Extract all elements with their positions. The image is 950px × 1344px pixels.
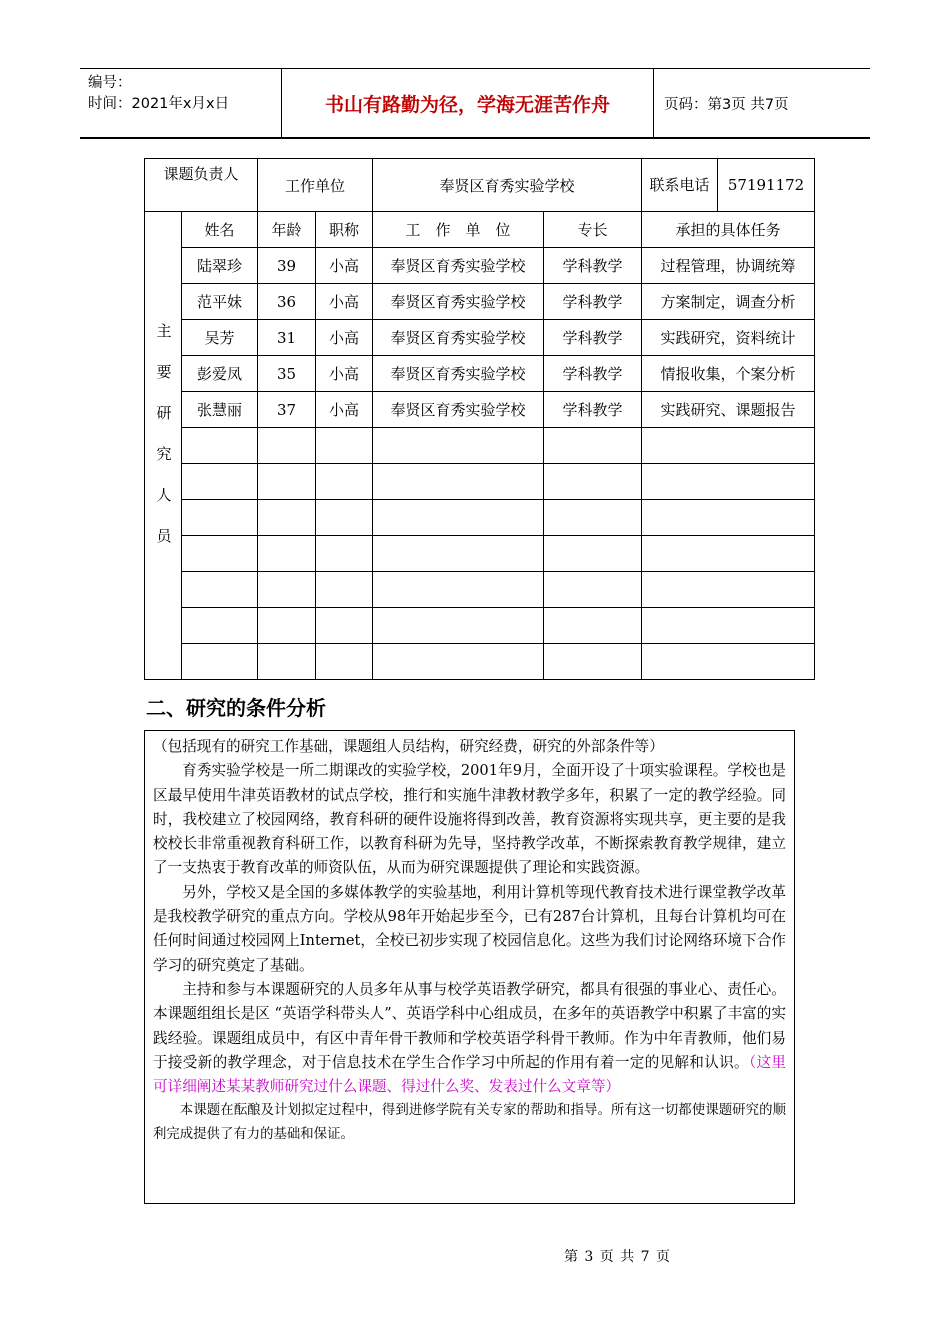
column-header: 承担的具体任务 bbox=[642, 212, 815, 248]
empty-row bbox=[145, 428, 815, 464]
member-task: 情报收集，个案分析 bbox=[642, 356, 815, 392]
empty-cell bbox=[373, 608, 544, 644]
empty-cell bbox=[316, 608, 373, 644]
contact-value: 57191172 bbox=[718, 159, 815, 212]
empty-cell bbox=[642, 428, 815, 464]
empty-cell bbox=[642, 608, 815, 644]
empty-cell bbox=[316, 500, 373, 536]
empty-cell bbox=[642, 536, 815, 572]
contact-label: 联系电话 bbox=[642, 159, 718, 212]
empty-row bbox=[145, 536, 815, 572]
document-header bbox=[80, 68, 870, 139]
member-name: 范平妹 bbox=[182, 284, 258, 320]
editor-note: （这里可详细阐述某某教师研究过什么课题、得过什么奖、发表过什么文章等） bbox=[153, 1053, 786, 1096]
member-task: 实践研究、课题报告 bbox=[642, 392, 815, 428]
empty-cell bbox=[258, 464, 316, 500]
table-row bbox=[145, 248, 815, 284]
paragraph: 育秀实验学校是一所二期课改的实验学校，2001年9月，全面开设了十项实验课程。学校也是区最早使用牛津英语教材的试点学校，推行和实施牛津教材教学多年，积累了一定的教学经验。同时，我校建立了校园网络，教育科研的硬件设施将得到改善，教育资源将实现共享，更主要的是我校校长非常重视教育科研工作，以教育科研为先导，坚持教学改革，不断探索教育教学规律，建立了一支热衷于教育改革的师资队伍，从而为研究课题提供了理论和实践资源。 bbox=[153, 762, 786, 877]
empty-cell bbox=[544, 572, 642, 608]
member-task: 方案制定，调查分析 bbox=[642, 284, 815, 320]
empty-row bbox=[145, 464, 815, 500]
time-label: 时间：2021年x月x日 bbox=[88, 96, 230, 112]
member-name: 吴芳 bbox=[182, 320, 258, 356]
empty-cell bbox=[544, 500, 642, 536]
empty-cell bbox=[182, 644, 258, 680]
empty-cell bbox=[373, 572, 544, 608]
empty-cell bbox=[642, 464, 815, 500]
research-members-table bbox=[144, 158, 815, 680]
empty-cell bbox=[182, 428, 258, 464]
header-motto: 书山有路勤为径，学海无涯苦作舟 bbox=[282, 69, 654, 137]
member-age: 35 bbox=[258, 356, 316, 392]
empty-cell bbox=[316, 464, 373, 500]
empty-cell bbox=[258, 536, 316, 572]
empty-cell bbox=[258, 428, 316, 464]
member-unit: 奉贤区育秀实验学校 bbox=[373, 320, 544, 356]
page-footer: 第 3 页 共 7 页 bbox=[563, 1249, 672, 1265]
member-unit: 奉贤区育秀实验学校 bbox=[373, 284, 544, 320]
empty-cell bbox=[544, 428, 642, 464]
empty-cell bbox=[544, 644, 642, 680]
empty-cell bbox=[182, 464, 258, 500]
member-name: 张慧丽 bbox=[182, 392, 258, 428]
number-label: 编号： bbox=[88, 75, 132, 91]
column-header: 姓名 bbox=[182, 212, 258, 248]
paragraph-text: 主持和参与本课题研究的人员多年从事与校学英语教学研究，都具有很强的事业心、责任心。本课题组组长是区 “英语学科带头人”、英语学科中心组成员，在多年的英语教学中积累了丰富的实践经验。课题组成员中，有区中青年骨干教师和学校英语学科骨干教师。作为中年青教师，他们易于接受新的教学理念，对于信息技术在学生合作学习中所起的作用有着一定的见解和认识。 bbox=[153, 980, 786, 1071]
condition-analysis-box bbox=[144, 730, 795, 1204]
empty-cell bbox=[182, 572, 258, 608]
empty-cell bbox=[316, 536, 373, 572]
members-side-label-cell bbox=[145, 212, 182, 680]
leader-row bbox=[145, 159, 815, 212]
empty-cell bbox=[373, 500, 544, 536]
empty-cell bbox=[258, 644, 316, 680]
member-name: 彭爱凤 bbox=[182, 356, 258, 392]
empty-cell bbox=[373, 464, 544, 500]
member-unit: 奉贤区育秀实验学校 bbox=[373, 248, 544, 284]
empty-cell bbox=[373, 428, 544, 464]
empty-cell bbox=[316, 644, 373, 680]
section-title: 二、研究的条件分析 bbox=[146, 696, 326, 720]
empty-cell bbox=[182, 608, 258, 644]
members-side-label: 主要研究人员 bbox=[154, 322, 173, 569]
empty-cell bbox=[182, 536, 258, 572]
empty-row bbox=[145, 500, 815, 536]
member-specialty: 学科教学 bbox=[544, 320, 642, 356]
column-header: 工 作 单 位 bbox=[373, 212, 544, 248]
member-age: 36 bbox=[258, 284, 316, 320]
member-unit: 奉贤区育秀实验学校 bbox=[373, 356, 544, 392]
column-header: 职称 bbox=[316, 212, 373, 248]
member-specialty: 学科教学 bbox=[544, 356, 642, 392]
empty-cell bbox=[258, 572, 316, 608]
paragraph-with-note bbox=[153, 978, 786, 1099]
empty-cell bbox=[258, 500, 316, 536]
empty-cell bbox=[544, 464, 642, 500]
section-intro: （包括现有的研究工作基础，课题组人员结构，研究经费，研究的外部条件等） bbox=[153, 738, 664, 755]
empty-cell bbox=[373, 536, 544, 572]
column-header: 专长 bbox=[544, 212, 642, 248]
paragraph: 本课题在酝酿及计划拟定过程中，得到进修学院有关专家的帮助和指导。所有这一切都使课题研究的顺利完成提供了有力的基础和保证。 bbox=[153, 1103, 786, 1143]
empty-cell bbox=[316, 572, 373, 608]
empty-row bbox=[145, 572, 815, 608]
paragraph: 另外，学校又是全国的多媒体教学的实验基地，利用计算机等现代教育技术进行课堂教学改革是我校教学研究的重点方向。学校从98年开始起步至今，已有287台计算机，且每台计算机均可在任何时间通过校园网上Internet，全校已初步实现了校园信息化。这些为我们讨论网络环境下合作学习的研究奠定了基础。 bbox=[153, 883, 786, 974]
member-age: 37 bbox=[258, 392, 316, 428]
member-title: 小高 bbox=[316, 356, 373, 392]
leader-label: 课题负责人 bbox=[145, 159, 258, 212]
member-title: 小高 bbox=[316, 392, 373, 428]
work-unit-label: 工作单位 bbox=[258, 159, 373, 212]
member-specialty: 学科教学 bbox=[544, 284, 642, 320]
member-name: 陆翠珍 bbox=[182, 248, 258, 284]
member-age: 31 bbox=[258, 320, 316, 356]
member-unit: 奉贤区育秀实验学校 bbox=[373, 392, 544, 428]
member-task: 实践研究，资料统计 bbox=[642, 320, 815, 356]
table-header-row bbox=[145, 212, 815, 248]
member-specialty: 学科教学 bbox=[544, 392, 642, 428]
member-title: 小高 bbox=[316, 248, 373, 284]
empty-cell bbox=[642, 500, 815, 536]
table-row bbox=[145, 320, 815, 356]
table-row bbox=[145, 284, 815, 320]
empty-row bbox=[145, 608, 815, 644]
empty-cell bbox=[544, 608, 642, 644]
member-title: 小高 bbox=[316, 284, 373, 320]
empty-cell bbox=[182, 500, 258, 536]
empty-cell bbox=[258, 608, 316, 644]
empty-cell bbox=[544, 536, 642, 572]
empty-cell bbox=[316, 428, 373, 464]
member-task: 过程管理，协调统筹 bbox=[642, 248, 815, 284]
column-header: 年龄 bbox=[258, 212, 316, 248]
empty-cell bbox=[642, 572, 815, 608]
table-row bbox=[145, 392, 815, 428]
table-row bbox=[145, 356, 815, 392]
member-title: 小高 bbox=[316, 320, 373, 356]
header-meta bbox=[80, 69, 282, 137]
member-specialty: 学科教学 bbox=[544, 248, 642, 284]
member-age: 39 bbox=[258, 248, 316, 284]
empty-cell bbox=[373, 644, 544, 680]
empty-cell bbox=[642, 644, 815, 680]
work-unit-value: 奉贤区育秀实验学校 bbox=[373, 159, 642, 212]
header-page-code: 页码：第3页 共7页 bbox=[664, 96, 789, 113]
empty-row bbox=[145, 644, 815, 680]
